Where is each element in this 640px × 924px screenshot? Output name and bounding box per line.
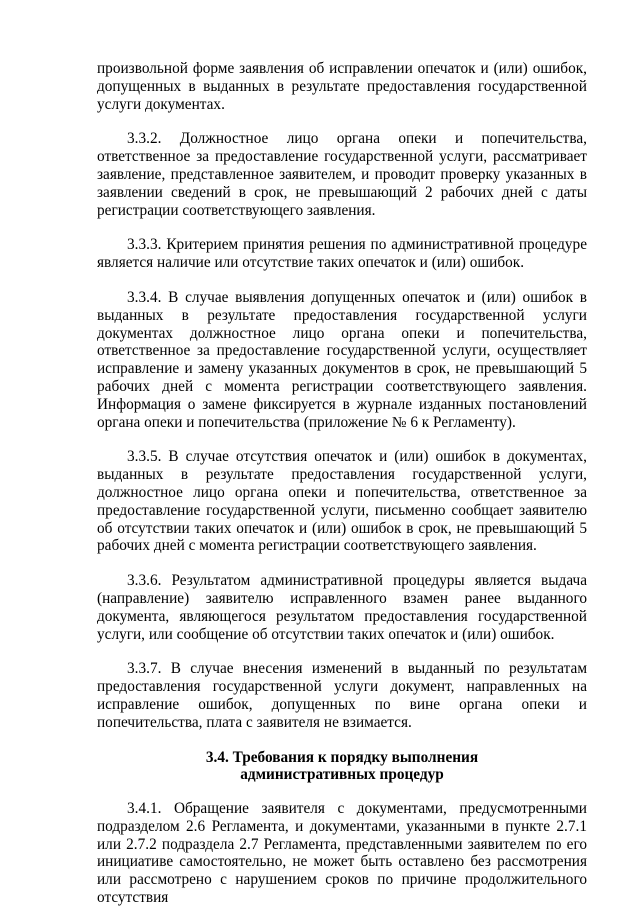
- paragraph-3-3-3: 3.3.3. Критерием принятия решения по административной процедуре является наличие или отсутствие таких опечаток и (или) ошибок.: [97, 236, 587, 272]
- section-heading-line-2: административных процедур: [240, 766, 444, 784]
- paragraph-continuation: произвольной форме заявления об исправлении опечаток и (или) ошибок, допущенных в выданных в результате предоставления государственной услуги документах.: [97, 60, 587, 113]
- paragraph-3-3-7: 3.3.7. В случае внесения изменений в выданный по результатам предоставления государственной услуги документ, направленных на исправление ошибок, допущенных по вине органа опеки и попечительства, плата с заявителя не взимается.: [97, 660, 587, 731]
- document-body: [97, 60, 587, 924]
- section-heading-3-4: [97, 749, 587, 785]
- paragraph-3-3-4: 3.3.4. В случае выявления допущенных опечаток и (или) ошибок в выданных в результате предоставления государственной услуги документах должностное лицо органа опеки и попечительства, ответственное за предоставление государственной услуги, осуществляет исправление и замену указанных документов в срок, не превышающий 5 рабочих дней с момента регистрации соответствующего заявления. Информация о замене фиксируется в журнале изданных постановлений органа опеки и попечительства (приложение № 6 к Регламенту).: [97, 288, 587, 431]
- paragraph-3-3-6: 3.3.6. Результатом административной процедуры является выдача (направление) заявителю исправленного взамен ранее выданного документа, являющегося результатом предоставления государственной услуги, или сообщение об отсутствии таких опечаток и (или) ошибок.: [97, 572, 587, 643]
- paragraph-3-3-5: 3.3.5. В случае отсутствия опечаток и (или) ошибок в документах, выданных в результате предоставления государственной услуги, должностное лицо органа опеки и попечительства, ответственное за предоставление государственной услуги, письменно сообщает заявителю об отсутствии таких опечаток и (или) ошибок в срок, не превышающий 5 рабочих дней с момента регистрации соответствующего заявления.: [97, 448, 587, 555]
- paragraph-3-3-2: 3.3.2. Должностное лицо органа опеки и попечительства, ответственное за предоставление государственной услуги, рассматривает заявление, представленное заявителем, и проводит проверку указанных в заявлении сведений в срок, не превышающий 2 рабочих дней с даты регистрации соответствующего заявления.: [97, 130, 587, 219]
- paragraph-3-4-1: 3.4.1. Обращение заявителя с документами, предусмотренными подразделом 2.6 Регламента, и документами, указанными в пункте 2.7.1 или 2.7.2 подраздела 2.7 Регламента, представленными заявителем по его инициативе самостоятельно, не может быть оставлено без рассмотрения или рассмотрено с нарушением сроков по причине продолжительного отсутствия: [97, 800, 587, 907]
- section-heading-line-1: 3.4. Требования к порядку выполнения: [205, 748, 479, 766]
